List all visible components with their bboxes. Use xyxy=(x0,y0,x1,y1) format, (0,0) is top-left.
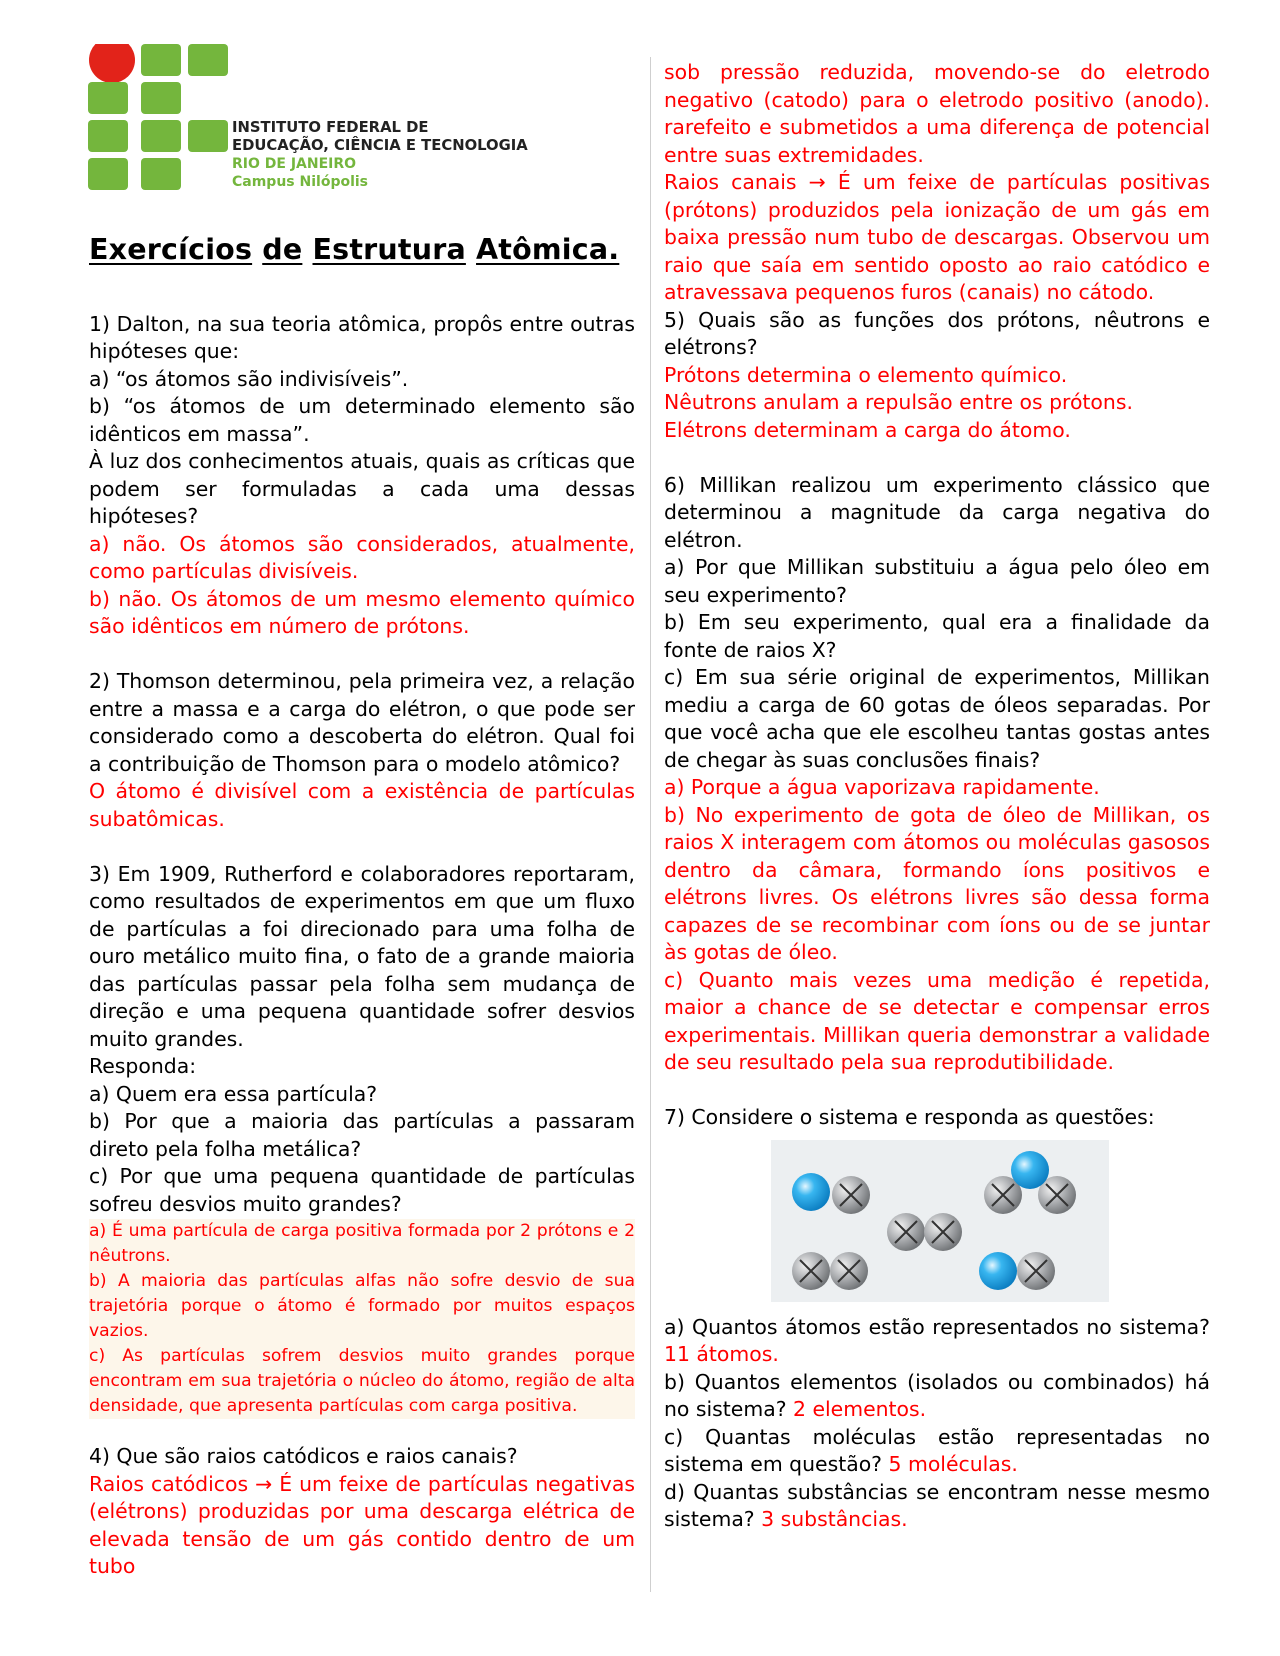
q6-answer-c: c) Quanto mais vezes uma medição é repetida, maior a chance de se detectar e compensar erros experimentais. Millikan queria demonstrar a validade de seu resultado pela sua reprodutibilidade. xyxy=(664,967,1210,1074)
question-7 xyxy=(664,1104,1210,1534)
q7-item-c xyxy=(664,1424,1210,1479)
q7-text: 7) Considere o sistema e responda as questões: xyxy=(664,1105,1155,1129)
q3-answer-b: b) A maioria das partículas alfas não sofre desvio de sua trajetória porque o átomo é formado por muitos espaços vazios. xyxy=(89,1271,635,1341)
q7-item-b xyxy=(664,1369,1210,1424)
atom-gray xyxy=(792,1252,830,1290)
q7-question-c: c) Quantas moléculas estão representadas no sistema em questão? xyxy=(664,1424,1210,1476)
logo-line-4: Campus Nilópolis xyxy=(232,174,369,190)
q6-answer-b: b) No experimento de gota de óleo de Millikan, os raios X interagem com átomos ou moléculas gasosos dentro da câmara, formando íons positivos e elétrons livres. Os elétrons livres são dessa forma capazes de se recombinar com íons ou de se juntar às gotas de óleo. xyxy=(664,802,1210,964)
q7-answer-b: 2 elementos. xyxy=(793,1397,927,1421)
q4-text: 4) Que são raios catódicos e raios canais? xyxy=(89,1444,518,1468)
q6-item-b: b) Em seu experimento, qual era a finalidade da fonte de raios X? xyxy=(664,610,1210,662)
molecule-diagram xyxy=(771,1140,1109,1302)
logo-line-1: INSTITUTO FEDERAL DE xyxy=(232,119,429,136)
q6-text: 6) Millikan realizou um experimento clássico que determinou a magnitude da carga negativa do elétron. xyxy=(664,472,1210,552)
q1-item-a: a) “os átomos são indivisíveis”. xyxy=(89,366,409,391)
logo-line-2: EDUCAÇÃO, CIÊNCIA E TECNOLOGIA xyxy=(232,137,528,154)
title-word-3: Estrutura xyxy=(312,233,466,266)
q7-answer-d: 3 substâncias. xyxy=(761,1507,908,1531)
title-word-2: de xyxy=(262,233,303,266)
question-2 xyxy=(89,668,635,833)
question-1 xyxy=(89,311,635,641)
question-4 xyxy=(89,1443,635,1581)
q7-question-a: a) Quantos átomos estão representados no sistema? xyxy=(664,1314,1210,1339)
column-divider xyxy=(650,57,651,1592)
atom-gray xyxy=(832,1176,870,1214)
q3-text: 3) Em 1909, Rutherford e colaboradores reportaram, como resultados de experimentos em que um fluxo de partículas a foi direcionado para uma folha de ouro metálico muito fina, o fato de a grande maioria das partículas passar pela folha sem mudança de direção e uma pequena quantidade sofrer desvios muito grandes. xyxy=(89,861,635,1051)
atom-blue xyxy=(792,1173,830,1211)
q5-answer-protons: Prótons determina o elemento químico. xyxy=(664,362,1068,387)
molecule-diagram-svg xyxy=(771,1140,1109,1302)
q4-answer-cathode-part1: Raios catódicos → É um feixe de partículas negativas (elétrons) produzidas por uma descarga elétrica de elevada tensão de um gás contido dentro de um tubo xyxy=(89,1471,635,1578)
q1-answer-a: a) não. Os átomos são considerados, atualmente, como partículas divisíveis. xyxy=(89,531,635,583)
q3-answers-box xyxy=(89,1219,635,1419)
q6-item-a: a) Por que Millikan substituiu a água pelo óleo em seu experimento? xyxy=(664,555,1210,607)
q7-answer-c: 5 moléculas. xyxy=(888,1452,1018,1476)
q6-answer-a: a) Porque a água vaporizava rapidamente. xyxy=(664,775,1100,799)
page-title xyxy=(89,233,635,266)
q3-item-a: a) Quem era essa partícula? xyxy=(89,1081,378,1106)
q3-answer-c: c) As partículas sofrem desvios muito grandes porque encontram em sua trajetória o núcleo do átomo, região de alta densidade, que apresenta partículas com carga positiva. xyxy=(89,1346,635,1416)
q3-responda: Responda: xyxy=(89,1054,197,1078)
q5-answer-electrons: Elétrons determinam a carga do átomo. xyxy=(664,417,1071,442)
atom-gray xyxy=(830,1252,868,1290)
atom-gray xyxy=(924,1213,962,1251)
q4-answer-cathode-part2: sob pressão reduzida, movendo-se do eletrodo negativo (catodo) para o eletrodo positivo (anodo). rarefeito e submetidos a uma diferença de potencial entre suas extremidades. xyxy=(664,60,1210,167)
q1-answer-b: b) não. Os átomos de um mesmo elemento químico são idênticos em número de prótons. xyxy=(89,586,635,638)
q3-answer-a: a) É uma partícula de carga positiva formada por 2 prótons e 2 nêutrons. xyxy=(89,1221,635,1266)
atom-gray xyxy=(1017,1252,1055,1290)
q7-answer-a: 11 átomos. xyxy=(664,1342,779,1366)
right-column xyxy=(664,0,1210,1534)
q2-answer: O átomo é divisível com a existência de partículas subatômicas. xyxy=(89,779,635,831)
q7-question-b: b) Quantos elementos (isolados ou combinados) há no sistema? xyxy=(664,1369,1210,1421)
logo-line-3: RIO DE JANEIRO xyxy=(232,156,357,172)
q5-answer-neutrons: Nêutrons anulam a repulsão entre os prótons. xyxy=(664,390,1133,414)
atom-gray xyxy=(887,1213,925,1251)
title-word-4: Atômica. xyxy=(476,233,620,266)
atom-blue xyxy=(979,1252,1017,1290)
q1-item-b: b) “os átomos de um determinado elemento são idênticos em massa”. xyxy=(89,394,635,446)
q7-item-a xyxy=(664,1314,1210,1369)
left-column xyxy=(89,0,635,1581)
title-word-1: Exercícios xyxy=(89,233,253,266)
q3-item-c: c) Por que uma pequena quantidade de partículas sofreu desvios muito grandes? xyxy=(89,1164,635,1216)
q4-answer-canal: Raios canais → É um feixe de partículas positivas (prótons) produzidos pela ionização de um gás em baixa pressão num tubo de descargas. Observou um raio que saía em sentido oposto ao raio catódico e atravessava pequenos furos (canais) no cátodo. xyxy=(664,170,1210,304)
question-3 xyxy=(89,861,635,1420)
q6-item-c: c) Em sua série original de experimentos, Millikan mediu a carga de 60 gotas de óleos separadas. Por que você acha que ele escolheu tantas gostas antes de chegar às suas conclusões finais? xyxy=(664,665,1210,772)
question-5 xyxy=(664,307,1210,445)
q7-item-d xyxy=(664,1479,1210,1534)
q2-text: 2) Thomson determinou, pela primeira vez, a relação entre a massa e a carga do elétron, o que pode ser considerado como a descoberta do elétron. Qual foi a contribuição de Thomson para o modelo atômico? xyxy=(89,669,635,776)
q1-prompt: À luz dos conhecimentos atuais, quais as críticas que podem ser formuladas a cada uma dessas hipóteses? xyxy=(89,449,635,528)
q3-item-b: b) Por que a maioria das partículas a passaram direto pela folha metálica? xyxy=(89,1109,635,1161)
question-6 xyxy=(664,472,1210,1077)
q5-text: 5) Quais são as funções dos prótons, nêutrons e elétrons? xyxy=(664,307,1210,359)
q7-question-d: d) Quantas substâncias se encontram nesse mesmo sistema? xyxy=(664,1479,1210,1531)
atom-blue xyxy=(1011,1151,1049,1189)
q1-text: 1) Dalton, na sua teoria atômica, propôs entre outras hipóteses que: xyxy=(89,311,635,363)
